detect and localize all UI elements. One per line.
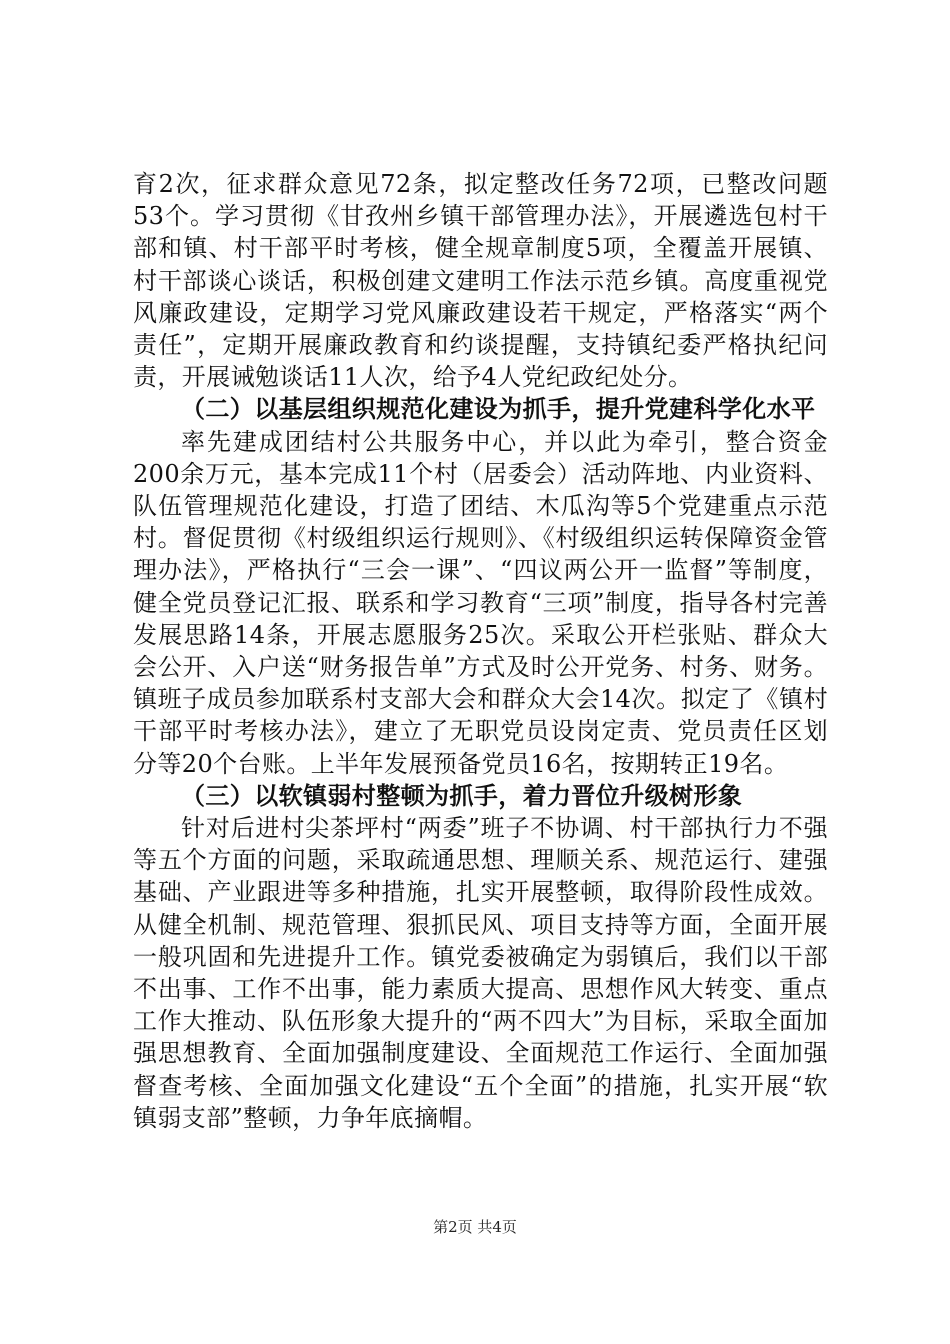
paragraph-section-three: 针对后进村尖茶坪村“两委”班子不协调、村干部执行力不强等五个方面的问题，采取疏通思想、理顺关系、规范运行、建强基础、产业跟进等多种措施，扎实开展整顿，取得阶段性成效。从健全机制、规范管理、狠抓民风、项目支持等方面，全面开展一般巩固和先进提升工作。镇党委被确定为弱镇后，我们以干部不出事、工作不出事，能力素质大提高、思想作风大转变、重点工作大推动、队伍形象大提升的“两不四大”为目标，采取全面加强思想教育、全面加强制度建设、全面规范工作运行、全面加强督查考核、全面加强文化建设“五个全面”的措施，扎实开展“软镇弱支部”整顿，力争年底摘帽。 bbox=[133, 814, 828, 1132]
section-heading-two: （二）以基层组织规范化建设为抓手，提升党建科学化水平 bbox=[181, 395, 816, 424]
document-body bbox=[133, 168, 828, 1134]
paragraph-continuation: 育2次，征求群众意见72条，拟定整改任务72项，已整改问题53个。学习贯彻《甘孜州乡镇干部管理办法》，开展遴选包村干部和镇、村干部平时考核，健全规章制度5项，全覆盖开展镇、村干部谈心谈话，积极创建文建明工作法示范乡镇。高度重视党风廉政建设，定期学习党风廉政建设若干规定，严格落实“两个责任”，定期开展廉政教育和约谈提醒，支持镇纪委严格执纪问责，开展诫勉谈话11人次，给予4人党纪政纪处分。 bbox=[133, 170, 828, 392]
paragraph-section-two: 率先建成团结村公共服务中心，并以此为牵引，整合资金200余万元，基本完成11个村（居委会）活动阵地、内业资料、队伍管理规范化建设，打造了团结、木瓜沟等5个党建重点示范村。督促贯彻《村级组织运行规则》、《村级组织运转保障资金管理办法》，严格执行“三会一课”、“四议两公开一监督”等制度，健全党员登记汇报、联系和学习教育“三项”制度，指导各村完善发展思路14条，开展志愿服务25次。采取公开栏张贴、群众大会公开、入户送“财务报告单”方式及时公开党务、村务、财务。镇班子成员参加联系村支部大会和群众大会14次。拟定了《镇村干部平时考核办法》，建立了无职党员设岗定责、党员责任区划分等20个台账。上半年发展预备党员16名，按期转正19名。 bbox=[133, 427, 828, 778]
page-footer: 第2页 共4页 bbox=[433, 1218, 517, 1236]
section-heading-three: （三）以软镇弱村整顿为抓手，着力晋位升级树形象 bbox=[181, 781, 743, 810]
